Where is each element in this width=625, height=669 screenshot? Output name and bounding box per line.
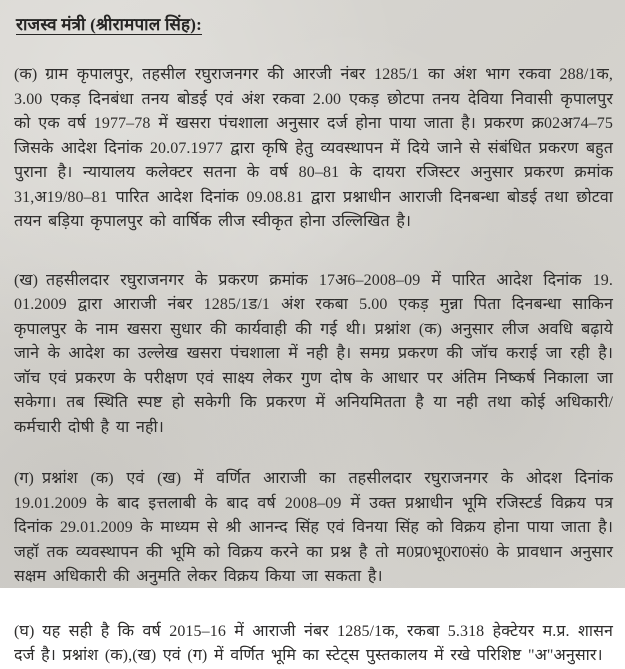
document-title: राजस्व मंत्री (श्रीरामपाल सिंह):	[16, 15, 202, 34]
paragraph-ga-text: प्रश्नांश (क) एवं (ख) में वर्णित आराजी का तहसीलदार रघुराजनगर के ओदश दिनांक 19.01.2009 के बाद इत्तलाबी के बाद वर्ष 2008–09 में उक्त प्रश्नाधीन भूमि रजिस्टर्ड विक्रय पत्र दिनांक 29.01.2009 के माध्यम से श्री आनन्द सिंह एवं विनया सिंह को विक्रय होना पाया जाता है। जहॉ तक व्यवस्थापन की भूमि को विक्रय करने का प्रश्न है तो म0प्र0भू0रा0सं0 के प्रावधान अनुसार सक्षम अधिकारी की अनुमति लेकर विक्रय किया जा सकता है।	[14, 470, 613, 585]
paragraph-gha-text: यह सही है कि वर्ष 2015–16 में आराजी नंबर 1285/1क, रकबा 5.318 हेक्टेयर म.प्र. शासन दर्ज है। प्रश्नांश (क),(ख) एवं (ग) में वर्णित भूमि का स्टेट्स पुस्तकालय में रखे परिशिष्ट "अ"अनुसार।	[14, 622, 613, 664]
paragraph-ga-label: (ग)	[14, 470, 34, 487]
paragraph-ka-text: ग्राम कृपालपुर, तहसील रघुराजनगर की आरजी नंबर 1285/1 का अंश भाग रकवा 288/1क, 3.00 एकड़ दिनबंधा तनय बोडई एवं अंश रकवा 2.00 एकड़ छोटपा तनय देविया निवासी कृपालपुर को एक वर्ष 1977–78 में खसरा पंचशाला अनुसार दर्ज होना पाया जाता है। प्रकरण क्र02अ74–75 जिसके आदेश दिनांक 20.07.1977 द्वारा कृषि हेतु व्यवस्थापन में दिये जाने से संबंधित प्रकरण बहुत पुराना है। न्यायालय कलेक्टर सतना के वर्ष 80–81 के दायरा रजिस्टर अनुसार प्रकरण क्रमांक 31,अ19/80–81 पारित आदेश दिनांक 09.08.81 द्वारा प्रश्नाधीन आराजी दिनबन्धा बोडई तथा छोटवा तयन बड़िया कृपालपुर को वार्षिक लीज स्वीकृत होना उल्लिखित है।	[14, 66, 613, 230]
paragraph-ka-label: (क)	[14, 66, 38, 83]
paragraph-ga	[14, 467, 613, 590]
paragraph-gha	[14, 620, 613, 669]
paragraph-kha-label: (ख)	[14, 271, 39, 289]
paragraph-gha-label: (घ)	[14, 622, 35, 640]
paragraph-kha-text: तहसीलदार रघुराजनगर के प्रकरण क्रमांक 17अ6–2008–09 में पारित आदेश दिनांक 19. 01.2009 द्वारा आराजी नंबर 1285/1ड/1 अंश रकबा 5.00 एकड़ मुन्ना पिता दिनबन्धा साकिन कृपालपुर के नाम खसरा सुधार की कार्यवाही की गई थी। प्रश्नांश (क) अनुसार लीज अवधि बढ़ाये जाने के आदेश का उल्लेख खसरा पंचशाला में नही है। समग्र प्रकरण की जॉच कराई जा रही है। जॉच एवं प्रकरण के परीक्षण एवं साक्ष्य लेकर गुण दोष के आधार पर अंतिम निष्कर्ष निकाला जा सकेगा। तब स्थिति स्पष्ट हो सकेगी कि प्रकरण में अनियमितता है या नही तथा कोई अधिकारी/कर्मचारी दोषी है या नही।	[14, 271, 613, 436]
paragraph-kha	[14, 269, 613, 441]
paragraph-ka	[14, 63, 613, 235]
